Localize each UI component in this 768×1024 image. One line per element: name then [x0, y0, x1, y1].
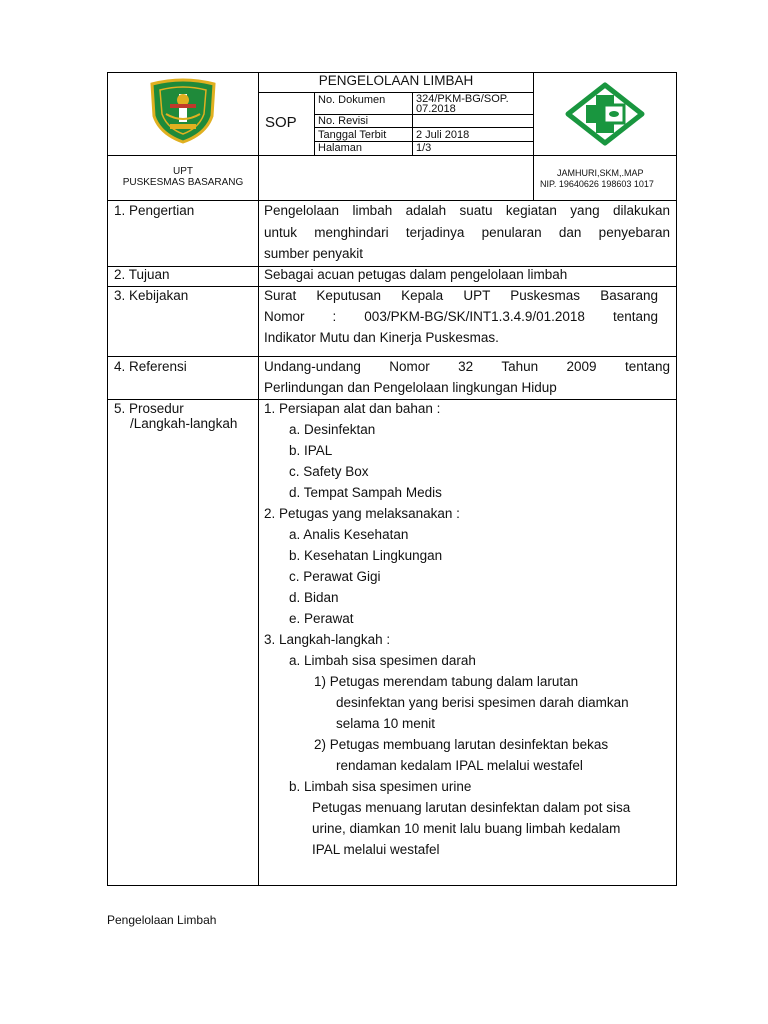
step3-item-b: b. Limbah sisa spesimen urine — [289, 779, 472, 794]
signer-nip: NIP. 19640626 198603 1017 — [540, 179, 654, 189]
kebijakan-line-1: Surat Keputusan Kepala UPT Puskesmas Basarang — [264, 288, 658, 303]
step3a-substep-1-line2: desinfektan yang berisi spesimen darah diamkan — [336, 695, 629, 710]
section-label-pengertian: 1. Pengertian — [114, 203, 195, 218]
step1-item-b: b. IPAL — [289, 443, 333, 458]
meta-value-dokumen-line2: 07.2018 — [416, 103, 456, 115]
section-label-referensi: 4. Referensi — [114, 359, 187, 374]
signer-name: JAMHURI,SKM,.MAP — [557, 168, 644, 178]
step1-item-a: a. Desinfektan — [289, 422, 376, 437]
meta-value-halaman: 1/3 — [416, 142, 432, 154]
meta-label-dokumen: No. Dokumen — [318, 94, 386, 106]
meta-row-line-2 — [314, 127, 534, 128]
step3-item-a: a. Limbah sisa spesimen darah — [289, 653, 476, 668]
section-label-kebijakan: 3. Kebijakan — [114, 288, 189, 303]
section-label-prosedur-line2: /Langkah-langkah — [130, 416, 238, 431]
step2-item-b: b. Kesehatan Lingkungan — [289, 548, 443, 563]
prosedur-step-3: 3. Langkah-langkah : — [264, 632, 391, 647]
step3a-substep-1: 1) Petugas merendam tabung dalam larutan — [314, 674, 579, 689]
row-line-tujuan — [107, 286, 677, 287]
table-right-border — [676, 72, 677, 886]
table-bottom-border — [107, 885, 677, 886]
section-label-tujuan: 2. Tujuan — [114, 267, 170, 282]
pengertian-line-3: sumber penyakit — [264, 246, 364, 261]
step3a-substep-1-line3: selama 10 menit — [336, 716, 436, 731]
header-mid-line — [107, 155, 677, 156]
row-line-kebijakan — [107, 356, 677, 357]
step1-item-d: d. Tempat Sampah Medis — [289, 485, 442, 500]
tujuan-text: Sebagai acuan petugas dalam pengelolaan limbah — [264, 267, 568, 282]
step2-item-c: c. Perawat Gigi — [289, 569, 381, 584]
page-footer: Pengelolaan Limbah — [107, 913, 217, 927]
meta-mid-border — [412, 92, 413, 155]
prosedur-step-2: 2. Petugas yang melaksanakan : — [264, 506, 460, 521]
org-line-2: PUSKESMAS BASARANG — [122, 177, 244, 188]
step2-item-d: d. Bidan — [289, 590, 339, 605]
doc-title: PENGELOLAAN LIMBAH — [318, 73, 474, 88]
meta-label-revisi: No. Revisi — [318, 115, 369, 127]
table-left-border — [107, 72, 108, 886]
health-cross-logo-icon — [565, 82, 645, 146]
meta-left-border — [314, 92, 315, 155]
step3b-line-3: IPAL melalui westafel — [312, 842, 440, 857]
kebijakan-line-3: Indikator Mutu dan Kinerja Puskesmas. — [264, 330, 499, 345]
step3a-substep-2-line2: rendaman kedalam IPAL melalui westafel — [336, 758, 583, 773]
meta-value-dokumen: 324/PKM-BG/SOP. — [416, 93, 509, 105]
body-column-divider — [258, 200, 259, 886]
org-line-1: UPT — [173, 166, 193, 177]
referensi-line-1: Undang-undang Nomor 32 Tahun 2009 tentang — [264, 359, 670, 374]
step3b-line-1: Petugas menuang larutan desinfektan dalam pot sisa — [312, 800, 631, 815]
header-bottom-line — [107, 200, 677, 201]
step1-item-c: c. Safety Box — [289, 464, 369, 479]
step3a-substep-2: 2) Petugas membuang larutan desinfektan bekas — [314, 737, 609, 752]
sop-label: SOP — [265, 114, 297, 131]
section-label-prosedur: 5. Prosedur — [114, 401, 184, 416]
referensi-line-2: Perlindungan dan Pengelolaan lingkungan Hidup — [264, 380, 557, 395]
step2-item-e: e. Perawat — [289, 611, 354, 626]
kebijakan-line-2: Nomor : 003/PKM-BG/SK/INT1.3.4.9/01.2018 tentang — [264, 309, 658, 324]
meta-label-halaman: Halaman — [318, 142, 363, 154]
prosedur-step-1: 1. Persiapan alat dan bahan : — [264, 401, 441, 416]
step3b-line-2: urine, diamkan 10 menit lalu buang limbah kedalam — [312, 821, 621, 836]
step2-item-a: a. Analis Kesehatan — [289, 527, 409, 542]
row-line-referensi — [107, 399, 677, 400]
regional-emblem-icon — [146, 78, 220, 144]
pengertian-line-2: untuk menghindari terjadinya penularan dan penyebaran — [264, 225, 670, 240]
pengertian-line-1: Pengelolaan limbah adalah suatu kegiatan yang dilakukan — [264, 203, 670, 218]
meta-label-tanggal: Tanggal Terbit — [318, 129, 387, 141]
meta-value-tanggal: 2 Juli 2018 — [416, 129, 470, 141]
